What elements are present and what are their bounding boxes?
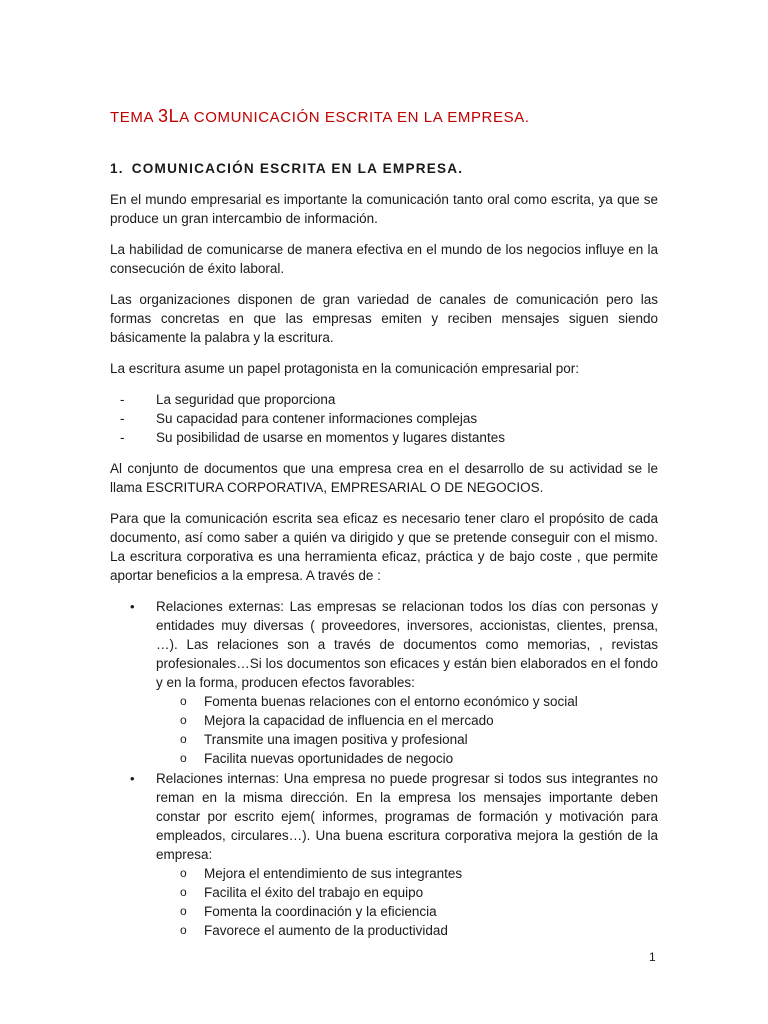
dash-list <box>110 390 658 447</box>
title-number: 3L <box>158 106 180 126</box>
paragraph: En el mundo empresarial es importante la comunicación tanto oral como escrita, ya que se produce un gran intercambio de información. <box>110 192 658 226</box>
sub-list-item: o Mejora el entendimiento de sus integrantes <box>180 866 463 881</box>
circle-marker: o <box>180 904 187 918</box>
title-prefix: TEMA <box>110 109 159 126</box>
section-number: 1. <box>110 161 124 176</box>
dash-list-item: - Su posibilidad de usarse en momentos y lugares distantes <box>120 430 505 445</box>
section-heading <box>110 161 463 176</box>
circle-marker: o <box>180 866 187 880</box>
paragraph: Al conjunto de documentos que una empresa crea en el desarrollo de su actividad se le llama ESCRITURA CORPORATIVA, EMPRESARIAL O DE NEGOCIOS. <box>110 461 658 495</box>
sub-list <box>156 864 658 940</box>
paragraph: La habilidad de comunicarse de manera efectiva en el mundo de los negocios influye en la consecución de éxito laboral. <box>110 242 658 276</box>
bullet-list-item: • Relaciones internas: Una empresa no puede progresar si todos sus integrantes no reman en la misma dirección. En la empresa los mensajes importante deben constar por escrito ejem( informes, programas de formación y motivación para empleados, circulares…). Una buena escritura corporativa mejora la gestión de la empresa: o Mejora el entendimiento de sus integrantes o Facilita el éxito del trabajo en equipo o Fomenta la coordinación y la eficiencia o Favorece el aumento de la productividad <box>130 771 658 938</box>
sub-list-item: o Fomenta buenas relaciones con el entorno económico y social <box>180 694 578 709</box>
dash-marker: - <box>120 411 125 426</box>
bullet-list <box>110 597 658 940</box>
dash-marker: - <box>120 392 125 407</box>
bullet-marker: • <box>130 599 135 614</box>
circle-marker: o <box>180 694 187 708</box>
bullet-marker: • <box>130 771 135 786</box>
paragraph: Las organizaciones disponen de gran variedad de canales de comunicación pero las formas concretas en que las empresas emiten y reciben mensajes siguen siendo básicamente la palabra y la escritura. <box>110 292 658 345</box>
circle-marker: o <box>180 713 187 727</box>
sub-list-item: o Transmite una imagen positiva y profesional <box>180 732 468 747</box>
dash-marker: - <box>120 430 125 445</box>
document-title <box>110 106 530 127</box>
sub-list-item: o Mejora la capacidad de influencia en el mercado <box>180 713 494 728</box>
circle-marker: o <box>180 751 187 765</box>
sub-list-item: o Favorece el aumento de la productividad <box>180 923 448 938</box>
circle-marker: o <box>180 732 187 746</box>
paragraph: La escritura asume un papel protagonista en la comunicación empresarial por: <box>110 361 580 376</box>
paragraph: Para que la comunicación escrita sea eficaz es necesario tener claro el propósito de cada documento, así como saber a quién va dirigido y que se pretende conseguir con el mismo. La escritura corporativa es una herramienta eficaz, práctica y de bajo coste , que permite aportar beneficios a la empresa. A través de : <box>110 511 658 583</box>
circle-marker: o <box>180 885 187 899</box>
bullet-list-item: • Relaciones externas: Las empresas se relacionan todos los días con personas y entidades muy diversas ( proveedores, inversores, accionistas, clientes, prensa, …). Las relaciones son a través de documentos como memorias, , revistas profesionales…Si los documentos son eficaces y están bien elaborados en el fondo y en la forma, producen efectos favorables: o Fomenta buenas relaciones con el entorno económico y social o Mejora la capacidad de influencia en el mercado o Transmite una imagen positiva y profesional o Facilita nuevas oportunidades de negocio <box>130 599 658 766</box>
circle-marker: o <box>180 923 187 937</box>
title-rest: A COMUNICACIÓN ESCRITA EN LA EMPRESA. <box>179 109 530 126</box>
page-number: 1 <box>649 950 656 964</box>
section-heading-text: COMUNICACIÓN ESCRITA EN LA EMPRESA. <box>131 161 464 176</box>
document-body <box>110 190 658 941</box>
dash-list-item: - Su capacidad para contener informaciones complejas <box>120 411 478 426</box>
sub-list-item: o Facilita nuevas oportunidades de negocio <box>180 751 454 766</box>
sub-list <box>156 692 658 768</box>
dash-list-item: - La seguridad que proporciona <box>120 392 336 407</box>
sub-list-item: o Facilita el éxito del trabajo en equipo <box>180 885 424 900</box>
sub-list-item: o Fomenta la coordinación y la eficiencia <box>180 904 437 919</box>
